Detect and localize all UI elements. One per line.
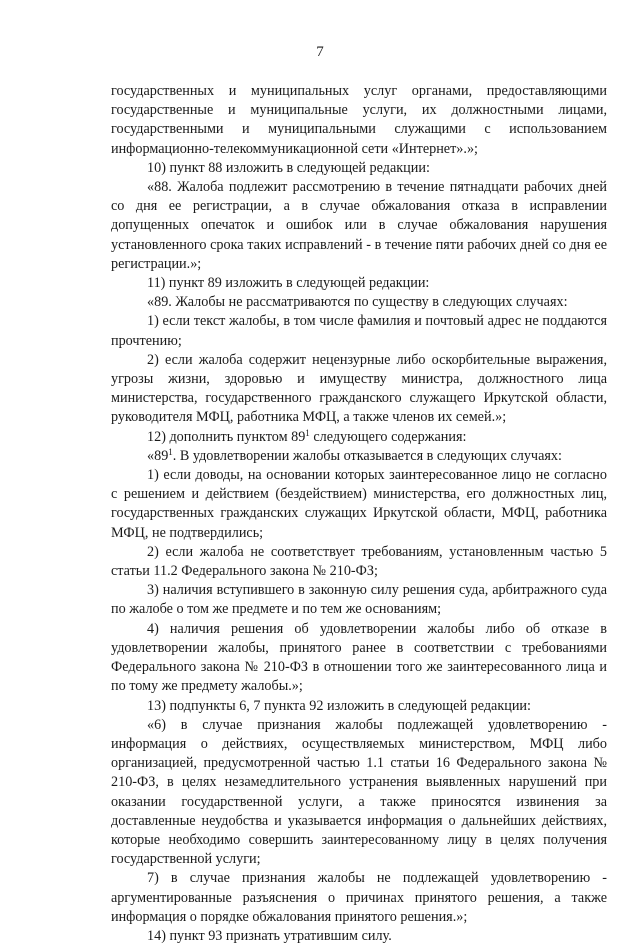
paragraph-8-post: . В удовлетворении жалобы отказывается в следующих случаях: xyxy=(172,447,562,464)
paragraph-11: 3) наличия вступившего в законную силу решения суда, арбитражного суда по жалобе о том же предмете и по тем же основаниям; xyxy=(111,582,607,618)
paragraph-5: 1) если текст жалобы, в том числе фамилия и почтовый адрес не поддаются прочтению; xyxy=(111,313,607,349)
paragraph-4: «89. Жалобы не рассматриваются по существу в следующих случаях: xyxy=(147,294,568,311)
paragraph-14: «6) в случае признания жалобы подлежащей удовлетворению - информация о действиях, осуществляемых министерством, МФЦ либо организацией, предусмотренной частью 1.1 статьи 16 Федерального закона № 210-ФЗ, в целях незамедлительного устранения выявленных нарушений при оказании государственной услуги, а также приносятся извинения за доставленные неудобства и указывается информация о дальнейших действиях, которые необходимо совершить заинтересованному лицу в целях получения государственной услуги; xyxy=(111,716,607,868)
paragraph-16: 14) пункт 93 признать утратившим силу. xyxy=(147,927,392,944)
document-body xyxy=(111,82,607,946)
paragraph-1: 10) пункт 88 изложить в следующей редакции: xyxy=(147,159,430,176)
paragraph-7-post: следующего содержания: xyxy=(309,428,467,445)
paragraph-9: 1) если доводы, на основании которых заинтересованное лицо не согласно с решением и действием (бездействием) министерства, его должностных лиц, государственных гражданских служащих Иркутской области, МФЦ, работника МФЦ, не подтвердились; xyxy=(111,467,607,541)
paragraph-10: 2) если жалоба не соответствует требованиям, установленным частью 5 статьи 11.2 Федерального закона № 210-ФЗ; xyxy=(111,543,607,580)
page-number: 7 xyxy=(316,44,324,60)
paragraph-3: 11) пункт 89 изложить в следующей редакции: xyxy=(147,275,430,292)
paragraph-0: государственных и муниципальных услуг органами, предоставляющими государственные и муниципальные услуги, их должностными лицами, государственными и муниципальными служащими с использованием информационно-телекоммуникационной сети «Интернет».»; xyxy=(111,83,607,157)
paragraph-7-pre: 12) дополнить пунктом 89 xyxy=(147,428,306,445)
paragraph-2: «88. Жалоба подлежит рассмотрению в течение пятнадцати рабочих дней со дня ее регистрации, а в случае обжалования отказа в исправлении допущенных опечаток и ошибок или в случае обжалования нарушения установленного срока таких исправлений - в течение пяти рабочих дней со дня ее регистрации.»; xyxy=(111,179,607,272)
paragraph-7 xyxy=(111,428,607,447)
paragraph-15: 7) в случае признания жалобы не подлежащей удовлетворению - аргументированные разъяснения о причинах принятого решения, а также информация о порядке обжалования принятого решения.»; xyxy=(111,870,607,925)
paragraph-13: 13) подпункты 6, 7 пункта 92 изложить в следующей редакции: xyxy=(147,697,531,714)
paragraph-12: 4) наличия решения об удовлетворении жалобы либо об отказе в удовлетворении жалобы, принятого ранее в соответствии с требованиями Федерального закона № 210-ФЗ в отношении того же заинтересованного лица и по тому же предмету жалобы.»; xyxy=(111,620,607,695)
paragraph-7-superscript: 1 xyxy=(305,427,310,438)
paragraph-8 xyxy=(111,447,607,466)
paragraph-8-pre: «89 xyxy=(147,447,169,464)
paragraph-6: 2) если жалоба содержит нецензурные либо оскорбительные выражения, угрозы жизни, здоровью и имуществу министра, должностного лица министерства, государственного гражданского служащего Иркутской области, руководителя МФЦ, работника МФЦ, а также членов их семей.»; xyxy=(111,351,607,426)
paragraph-8-superscript: 1 xyxy=(168,446,173,457)
